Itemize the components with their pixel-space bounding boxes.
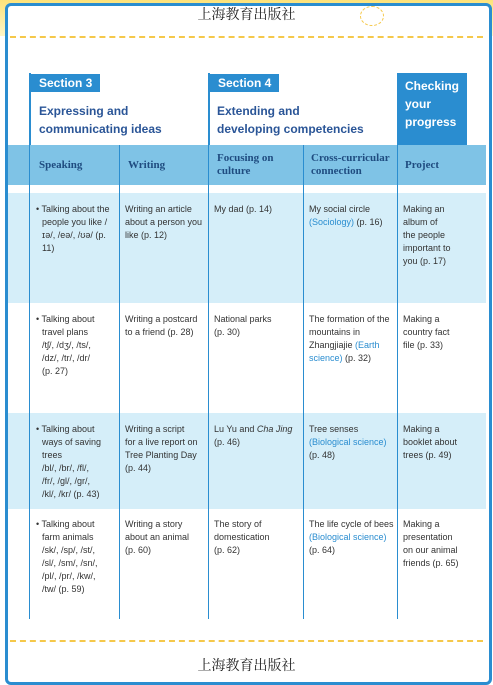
col-project: Project xyxy=(405,158,439,171)
table-cell-cross xyxy=(309,423,395,462)
table-cell-cross xyxy=(309,203,395,229)
col-culture xyxy=(217,145,274,185)
cell-text: important to xyxy=(403,243,451,253)
section4-tag: Section 4 xyxy=(210,74,279,92)
publisher-header: 上海教育出版社 xyxy=(197,7,296,23)
cell-text: ways of saving xyxy=(42,437,102,447)
cell-text: people you like xyxy=(42,217,103,227)
cell-text: The formation of the mountains in Zhangjiajie xyxy=(309,314,390,350)
cell-text: The story of xyxy=(214,519,262,529)
table-cell-culture xyxy=(214,203,300,216)
section4-title xyxy=(217,102,364,138)
cell-text: you (p. 17) xyxy=(403,256,447,266)
cell-text: Making a xyxy=(403,519,440,529)
subject-label: (Earth science) xyxy=(309,340,380,363)
cell-text: travel plans xyxy=(42,327,89,337)
cell-text: /bl/, /br/, /fl/, xyxy=(42,463,90,473)
cell-text: (p. 32) xyxy=(345,353,372,363)
cell-text: farm animals xyxy=(42,532,94,542)
cell-text: Talking about xyxy=(41,314,95,324)
cell-text: /tw/ (p. 59) xyxy=(42,584,85,594)
top-dash-divider xyxy=(10,36,483,38)
col-cross-curricular xyxy=(311,145,390,185)
cell-text: country fact xyxy=(403,327,450,337)
table-cell-writing xyxy=(125,423,207,475)
table-cell-speaking xyxy=(36,518,118,596)
cell-text: (p. 46) xyxy=(214,437,241,447)
table-cell-project xyxy=(403,423,469,462)
cell-text: (p. 27) xyxy=(42,366,69,376)
cell-text: friends (p. 65) xyxy=(403,558,459,568)
table-cell-writing xyxy=(125,518,207,557)
cell-text: Writing an article xyxy=(125,204,192,214)
cell-text: (p. 16) xyxy=(356,217,383,227)
book-title: Cha Jing xyxy=(256,424,293,434)
table-cell-cross xyxy=(309,518,395,557)
publisher-footer: 上海教育出版社 xyxy=(197,658,296,674)
cell-text: /dz/, /tr/, /dr/ xyxy=(42,353,91,363)
table-cell-culture xyxy=(214,313,300,339)
cell-text: My social circle xyxy=(309,204,371,214)
cell-text: domestication xyxy=(214,532,270,542)
table-cell-speaking xyxy=(36,423,118,501)
cell-text: on our animal xyxy=(403,545,458,555)
cell-text: /fr/, /gl/, /gr/, xyxy=(42,476,91,486)
cell-text: /ɪə/, /eə/, /ʊə/ xyxy=(42,217,108,240)
section3-title-line2: communicating ideas xyxy=(39,122,162,136)
column-divider xyxy=(208,145,209,619)
table-cell-project xyxy=(403,313,469,352)
cell-text: to a friend (p. 28) xyxy=(125,327,194,337)
section3-tag: Section 3 xyxy=(31,74,100,92)
cell-text: /sl/, /sm/, /sn/, xyxy=(42,558,98,568)
cell-text: /pl/, /pr/, /kw/, xyxy=(42,571,96,581)
cell-text: Talking about the xyxy=(41,204,110,214)
table-cell-writing xyxy=(125,203,207,242)
table-cell-writing xyxy=(125,313,207,339)
cell-text: /tʃ/, /dʒ/, /ts/, xyxy=(42,340,91,350)
cell-text: Writing a postcard xyxy=(125,314,198,324)
cell-text: Tree senses xyxy=(309,424,359,434)
column-divider xyxy=(29,145,30,619)
cell-text: /sk/, /sp/, /st/, xyxy=(42,545,96,555)
cell-text: (p. 44) xyxy=(125,463,152,473)
col-culture-line1: Focusing on xyxy=(217,152,274,164)
col-cross-line2: connection xyxy=(311,165,362,177)
subject-label: (Sociology) xyxy=(309,217,355,227)
cell-text: (p. 62) xyxy=(214,545,241,555)
cell-text: about a person you xyxy=(125,217,203,227)
progress-line3: progress xyxy=(405,115,457,129)
checking-progress-box xyxy=(397,73,467,145)
cell-text: My dad (p. 14) xyxy=(214,204,273,214)
cell-text: Tree Planting Day xyxy=(125,450,197,460)
cell-text: The life cycle of bees xyxy=(309,519,394,529)
cell-text: the people xyxy=(403,230,446,240)
cell-text: presentation xyxy=(403,532,453,542)
bottom-dash-divider xyxy=(10,640,483,642)
cell-text: /kl/, /kr/ (p. 43) xyxy=(42,489,100,499)
column-divider xyxy=(397,145,398,619)
cell-text: file (p. 33) xyxy=(403,340,444,350)
column-divider xyxy=(119,145,120,619)
col-cross-line1: Cross-curricular xyxy=(311,152,390,164)
table-cell-speaking xyxy=(36,203,118,255)
cell-text: Writing a story xyxy=(125,519,183,529)
cell-text: Talking about xyxy=(41,519,95,529)
cell-text: Writing a script xyxy=(125,424,185,434)
speaking-topic xyxy=(36,313,118,378)
cell-text: Talking about xyxy=(41,424,95,434)
cell-text: trees xyxy=(42,450,63,460)
cell-text: National parks xyxy=(214,314,272,324)
cell-text: like (p. 12) xyxy=(125,230,168,240)
speaking-topic xyxy=(36,423,118,501)
table-cell-project xyxy=(403,518,469,570)
cell-text: about an animal xyxy=(125,532,190,542)
col-writing: Writing xyxy=(128,158,166,171)
section4-title-line2: developing competencies xyxy=(217,122,364,136)
speaking-topic xyxy=(36,203,118,255)
cell-text: for a live report on xyxy=(125,437,198,447)
speaking-topic xyxy=(36,518,118,596)
cell-text: Making a xyxy=(403,424,440,434)
section3-title-line1: Expressing and xyxy=(39,104,129,118)
table-cell-culture xyxy=(214,423,300,449)
subject-label: (Biological science) xyxy=(309,437,387,447)
cell-text: Lu Yu and xyxy=(214,424,257,434)
col-speaking: Speaking xyxy=(39,158,83,171)
section3-title xyxy=(39,102,162,138)
progress-line1: Checking xyxy=(405,79,460,93)
subject-label: (Biological science) xyxy=(309,532,387,542)
cell-text: album of xyxy=(403,217,438,227)
cell-text: Making a xyxy=(403,314,440,324)
cell-text: (p. 48) xyxy=(309,450,336,460)
cell-text: (p. 30) xyxy=(214,327,241,337)
cell-text: Making an xyxy=(403,204,445,214)
table-cell-cross xyxy=(309,313,395,365)
cell-text: (p. 11) xyxy=(42,230,106,253)
table-cell-project xyxy=(403,203,469,268)
cell-text: booklet about xyxy=(403,437,458,447)
progress-line2: your xyxy=(405,97,432,111)
cell-text: trees (p. 49) xyxy=(403,450,452,460)
cell-text: (p. 60) xyxy=(125,545,152,555)
table-cell-speaking xyxy=(36,313,118,378)
section4-title-line1: Extending and xyxy=(217,104,300,118)
cell-text: (p. 64) xyxy=(309,545,336,555)
table-cell-culture xyxy=(214,518,300,557)
col-culture-line2: culture xyxy=(217,165,251,177)
column-divider xyxy=(303,145,304,619)
